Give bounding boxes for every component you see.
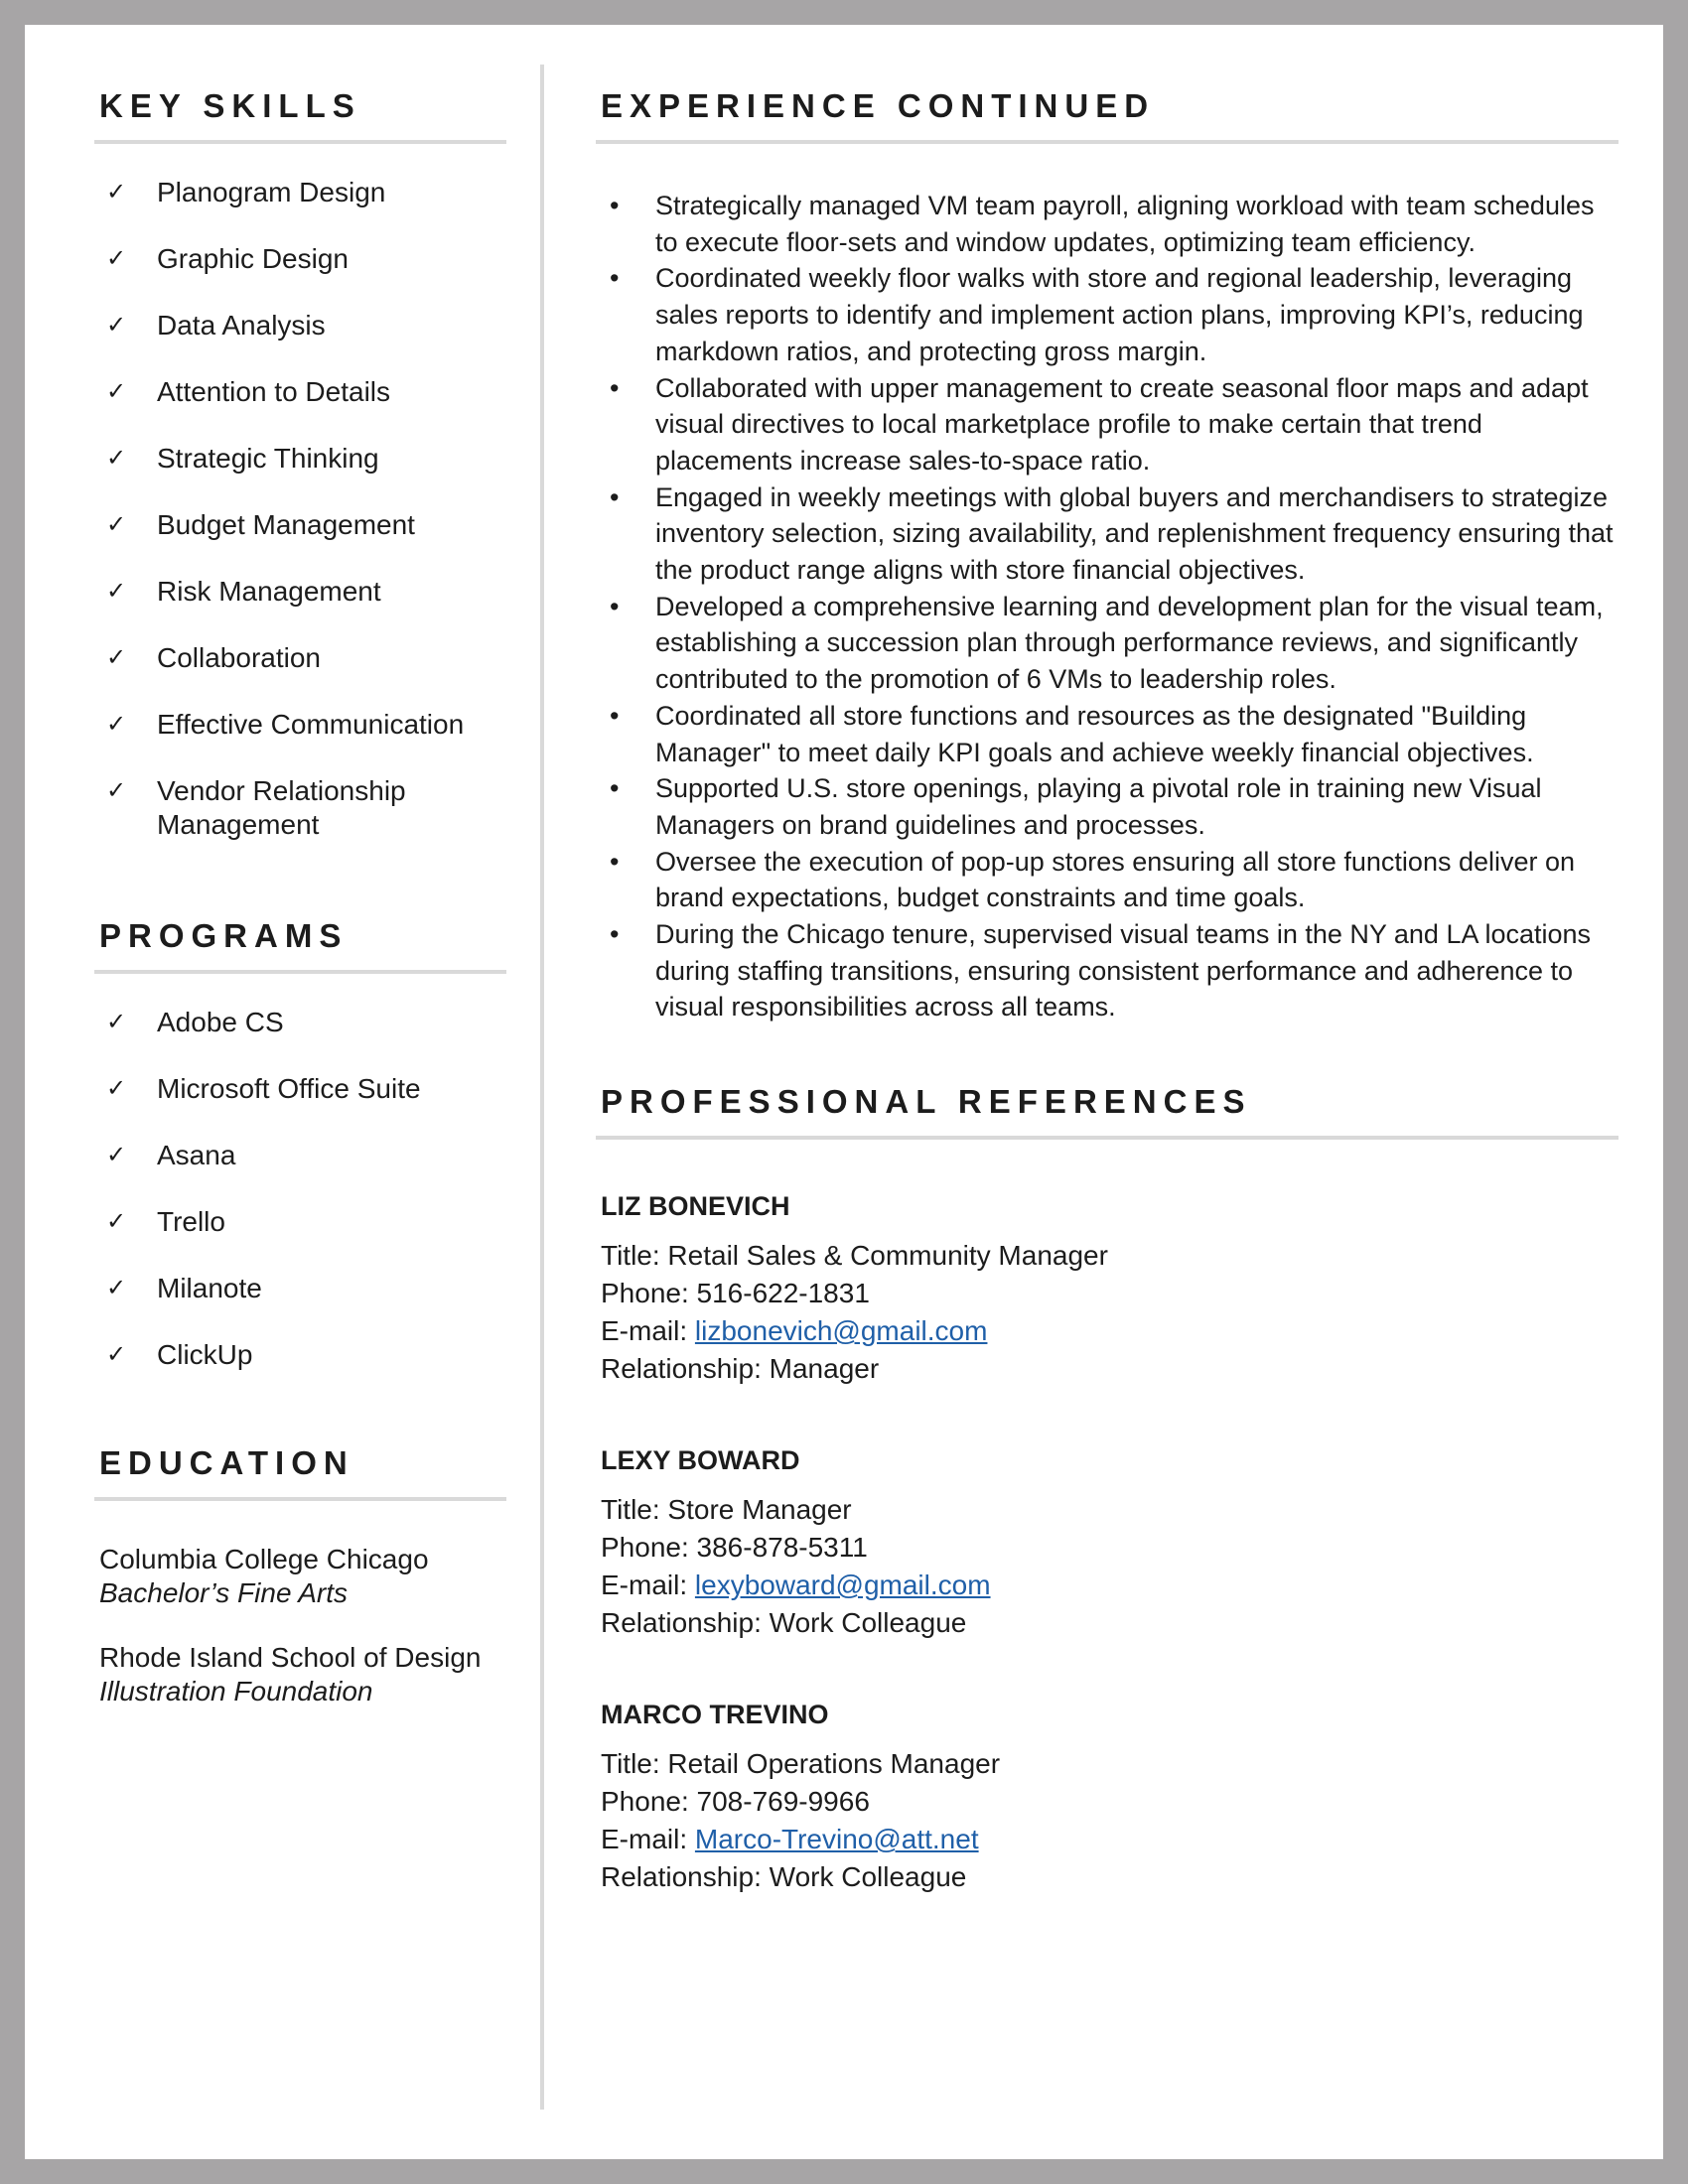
bullet-text: Coordinated all store functions and resources as the designated "Building Manager" to meet daily KPI goals and achieve weekly financial objectives. [655,700,1534,767]
program-label: Milanote [157,1273,262,1303]
reference-phone: 708-769-9966 [696,1786,870,1818]
checkmark-icon: ✓ [106,378,127,405]
skill-item [94,442,506,476]
programs-heading: PROGRAMS [99,917,349,954]
reference-title-label: Title: [601,1748,668,1780]
reference-name: LIZ BONEVICH [601,1191,790,1222]
key-skills-rule [94,140,506,144]
reference-phone-label: Phone: [601,1278,697,1309]
checkmark-icon: ✓ [106,1142,127,1168]
skill-label: Effective Communication [157,709,465,740]
reference-title-line [601,1491,1618,1529]
reference-relationship: Work Colleague [769,1861,967,1893]
bullet-icon: • [610,919,620,950]
program-label: Adobe CS [157,1007,284,1037]
column-divider [540,65,544,2110]
bullet-text: Coordinated weekly floor walks with store and regional leadership, leveraging sales reports to identify and implement action plans, improving KPI’s, reducing markdown ratios, and protecting gross margin. [655,263,1584,366]
skill-item [94,242,506,276]
reference-title-label: Title: [601,1240,668,1272]
program-label: Trello [157,1206,225,1237]
reference-name: MARCO TREVINO [601,1700,829,1730]
left-column [94,89,506,1739]
education-heading: EDUCATION [99,1444,354,1481]
checkmark-icon: ✓ [106,312,127,339]
bullet-text: Strategically managed VM team payroll, aligning workload with team schedules to execute floor-sets and window updates, optimizing team efficiency. [655,191,1595,257]
reference-relationship: Manager [769,1353,880,1385]
program-item [94,1072,506,1106]
skill-label: Budget Management [157,509,415,540]
skill-label: Attention to Details [157,376,391,407]
reference-title: Retail Sales & Community Manager [667,1240,1108,1272]
reference-phone: 516-622-1831 [696,1278,870,1309]
bullet-text: During the Chicago tenure, supervised visual teams in the NY and LA locations during staffing transitions, ensuring consistent performance and adherence to visual responsibilities across all teams. [655,919,1592,1023]
checkmark-icon: ✓ [106,1341,127,1368]
reference-email-label: E-mail: [601,1824,695,1855]
checkmark-icon: ✓ [106,777,127,804]
bullet-icon: • [610,263,620,294]
bullet-icon: • [610,591,620,621]
reference-relationship-line [601,1350,1618,1388]
skill-item [94,375,506,409]
resume-page [25,25,1663,2159]
experience-bullet [596,770,1618,843]
experience-bullet [596,589,1618,698]
experience-rule [596,140,1618,144]
reference-phone-line [601,1529,1618,1567]
experience-bullet [596,698,1618,770]
references-heading: PROFESSIONAL REFERENCES [601,1083,1252,1121]
program-label: Microsoft Office Suite [157,1073,421,1104]
degree-name: Illustration Foundation [99,1676,373,1706]
checkmark-icon: ✓ [106,1009,127,1035]
bullet-text: Collaborated with upper management to create seasonal floor maps and adapt visual directives to local marketplace profile to make certain that trend placements increase sales-to-space ratio. [655,372,1589,476]
skill-label: Data Analysis [157,310,326,341]
reference-phone-label: Phone: [601,1786,697,1818]
checkmark-icon: ✓ [106,644,127,671]
skill-label: Graphic Design [157,243,349,274]
checkmark-icon: ✓ [106,511,127,538]
reference-phone: 386-878-5311 [696,1532,868,1564]
reference-email-line [601,1821,1618,1858]
reference-phone-line [601,1275,1618,1312]
bullet-icon: • [610,846,620,877]
experience-bullet-list [596,188,1618,1025]
bullet-icon: • [610,700,620,731]
reference-entry [601,1445,1618,1642]
programs-rule [94,970,506,974]
degree-name: Bachelor’s Fine Arts [99,1577,349,1608]
experience-bullet [596,260,1618,369]
reference-title-line [601,1237,1618,1275]
skill-item [94,309,506,342]
skill-item [94,575,506,609]
experience-bullet [596,916,1618,1025]
key-skills-list [94,176,506,842]
skill-item [94,708,506,742]
reference-phone-line [601,1783,1618,1821]
reference-title-label: Title: [601,1494,668,1526]
program-item [94,1338,506,1372]
program-item [94,1006,506,1039]
bullet-text: Engaged in weekly meetings with global buyers and merchandisers to strategize inventory selection, sizing availability, and replenishment frequency ensuring that the product range aligns with store financial objectives. [655,481,1614,586]
checkmark-icon: ✓ [106,1275,127,1301]
program-item [94,1205,506,1239]
school-name: Rhode Island School of Design [99,1642,482,1673]
reference-email-link[interactable]: lexyboward@gmail.com [694,1570,991,1601]
skill-item [94,774,506,842]
checkmark-icon: ✓ [106,245,127,272]
bullet-icon: • [610,773,620,804]
reference-email-label: E-mail: [601,1315,695,1347]
checkmark-icon: ✓ [106,711,127,738]
bullet-text: Developed a comprehensive learning and development plan for the visual team, establishing a succession plan through performance reviews, and significantly contributed to the promotion of 6 VMs to leadership roles. [655,591,1604,695]
checkmark-icon: ✓ [106,1208,127,1235]
experience-bullet [596,844,1618,916]
reference-title: Store Manager [667,1494,852,1526]
bullet-icon: • [610,372,620,403]
skill-item [94,176,506,209]
programs-list [94,1006,506,1372]
program-item [94,1139,506,1172]
skill-label: Collaboration [157,642,321,673]
reference-email-line [601,1312,1618,1350]
education-rule [94,1497,506,1501]
references-rule [596,1136,1618,1140]
education-list [94,1543,506,1708]
reference-email-label: E-mail: [601,1570,695,1601]
experience-bullet [596,188,1618,260]
checkmark-icon: ✓ [106,578,127,605]
reference-relationship: Work Colleague [769,1607,967,1639]
skill-label: Vendor Relationship Management [157,775,406,840]
education-item [99,1641,506,1708]
reference-email-link[interactable]: lizbonevich@gmail.com [694,1315,988,1347]
reference-relationship-label: Relationship: [601,1353,770,1385]
bullet-icon: • [610,191,620,220]
bullet-icon: • [610,481,620,512]
reference-relationship-label: Relationship: [601,1607,770,1639]
experience-heading: EXPERIENCE CONTINUED [601,87,1156,124]
skill-item [94,508,506,542]
reference-name: LEXY BOWARD [601,1445,800,1476]
program-label: Asana [157,1140,236,1170]
reference-entry [601,1191,1618,1388]
skill-label: Strategic Thinking [157,443,379,474]
reference-email-line [601,1567,1618,1604]
key-skills-heading: KEY SKILLS [99,87,361,124]
program-label: ClickUp [157,1339,253,1370]
skill-label: Risk Management [157,576,381,607]
checkmark-icon: ✓ [106,1075,127,1102]
skill-label: Planogram Design [157,177,386,207]
reference-title-line [601,1745,1618,1783]
reference-phone-label: Phone: [601,1532,697,1564]
reference-email-link[interactable]: Marco-Trevino@att.net [694,1824,979,1855]
reference-relationship-line [601,1604,1618,1642]
skill-item [94,641,506,675]
checkmark-icon: ✓ [106,445,127,472]
reference-entry [601,1700,1618,1896]
program-item [94,1272,506,1305]
bullet-text: Oversee the execution of pop-up stores ensuring all store functions deliver on brand expectations, budget constraints and time goals. [655,846,1576,913]
bullet-text: Supported U.S. store openings, playing a pivotal role in training new Visual Managers on brand guidelines and processes. [655,773,1542,840]
education-item [99,1543,506,1610]
right-column [596,89,1618,1896]
reference-title: Retail Operations Manager [667,1748,1001,1780]
experience-bullet [596,479,1618,589]
experience-bullet [596,370,1618,479]
school-name: Columbia College Chicago [99,1544,429,1574]
reference-relationship-label: Relationship: [601,1861,770,1893]
checkmark-icon: ✓ [106,179,127,205]
reference-relationship-line [601,1858,1618,1896]
